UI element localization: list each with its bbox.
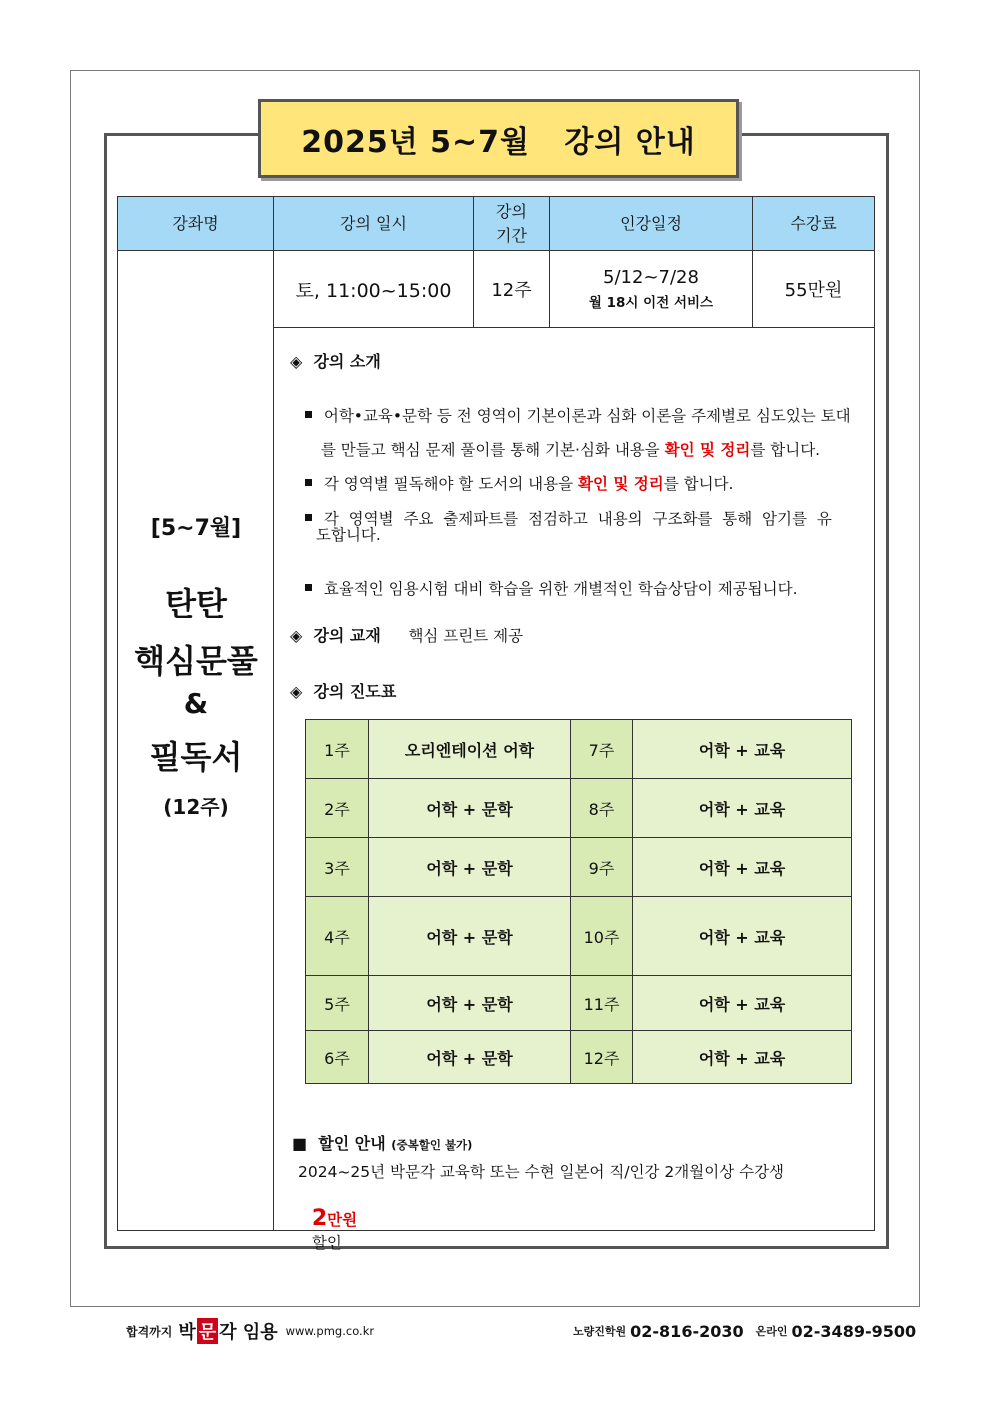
- week-cell: 4주: [306, 897, 369, 976]
- week-cell: 1주: [306, 720, 369, 779]
- intro-heading: [290, 349, 381, 372]
- week-cell: 10주: [571, 897, 633, 976]
- campus-phone: 02-816-2030: [630, 1321, 744, 1341]
- brand-logo: [178, 1318, 277, 1344]
- brand-logo-part-3: 각: [219, 1322, 237, 1343]
- intro-bullet-2-b: 를 합니다.: [663, 475, 734, 493]
- online-note: 월 18시 이전 서비스: [588, 295, 714, 311]
- header-duration: [474, 197, 550, 251]
- discount-amount-num: 2: [311, 1206, 328, 1231]
- intro-bullet-2-a: 각 영역별 필독해야 할 도서의 내용을: [323, 475, 579, 493]
- discount-amount: [302, 1188, 362, 1253]
- topic-cell: 어학 + 문학: [369, 897, 571, 976]
- textbook-heading-text: 강의 교재: [313, 626, 381, 645]
- intro-bullet-2-highlight: 확인 및 정리: [578, 475, 664, 493]
- topic-cell: 오리엔테이션 어학: [369, 720, 571, 779]
- schedule-value: 토, 11:00~15:00: [274, 251, 474, 328]
- footer-brand: [126, 1316, 374, 1346]
- page-title: 2025년 5~7월 강의 안내: [258, 99, 739, 178]
- brand-logo-part-1: 박: [178, 1322, 196, 1343]
- footer-slogan: 합격까지: [126, 1324, 173, 1339]
- square-bullet-icon: [305, 479, 312, 486]
- course-name-line3: &: [183, 687, 209, 720]
- online-label: 온라인: [755, 1325, 788, 1338]
- topic-cell: 어학 + 교육: [633, 897, 851, 976]
- progress-heading-text: 강의 진도표: [313, 682, 397, 701]
- week-cell: 6주: [306, 1031, 369, 1083]
- online-value: [550, 251, 753, 328]
- discount-heading: [292, 1131, 472, 1154]
- week-cell: 3주: [306, 838, 369, 897]
- online-phone: 02-3489-9500: [791, 1321, 917, 1341]
- diamond-icon: ◈: [290, 352, 303, 371]
- header-duration-line1: 강의: [496, 201, 527, 221]
- square-bullet-icon: [305, 514, 312, 521]
- footer-url[interactable]: www.pmg.co.kr: [285, 1324, 375, 1338]
- intro-bullet-4: [295, 559, 798, 599]
- textbook-value: 핵심 프린트 제공: [408, 627, 524, 645]
- intro-bullet-1-line1: 어학•교육•문학 등 전 영역이 기본이론과 심화 이론을 주제별로 심도있는 토대: [323, 407, 851, 425]
- week-cell: 2주: [306, 779, 369, 838]
- header-course: 강좌명: [118, 197, 274, 251]
- duration-value: 12주: [474, 251, 550, 328]
- topic-cell: 어학 + 교육: [633, 720, 851, 779]
- header-schedule: 강의 일시: [274, 197, 474, 251]
- intro-heading-text: 강의 소개: [313, 352, 381, 371]
- discount-suffix: 할인: [311, 1234, 342, 1252]
- week-cell: 8주: [571, 779, 633, 838]
- topic-cell: 어학 + 문학: [369, 838, 571, 897]
- intro-bullet-4-text: 효율적인 임용시험 대비 학습을 위한 개별적인 학습상담이 제공됩니다.: [323, 580, 798, 598]
- header-online: 인강일정: [550, 197, 753, 251]
- course-name-line1: 탄탄: [165, 585, 227, 623]
- topic-cell: 어학 + 문학: [369, 779, 571, 838]
- discount-heading-text: 할인 안내: [318, 1134, 386, 1153]
- week-cell: 9주: [571, 838, 633, 897]
- week-cell: 11주: [571, 976, 633, 1031]
- topic-cell: 어학 + 문학: [369, 976, 571, 1031]
- intro-bullet-1-highlight: 확인 및 정리: [664, 441, 751, 459]
- diamond-icon: ◈: [290, 682, 303, 701]
- brand-logo-part-4: 임용: [242, 1322, 278, 1343]
- header-fee: 수강료: [753, 197, 874, 251]
- intro-bullet-3-cont: 도합니다.: [316, 526, 381, 544]
- square-bullet-icon: [305, 411, 312, 418]
- header-duration-line2: 기간: [496, 225, 527, 245]
- intro-bullet-3-line1: 각 영역별 주요 출제파트를 점검하고 내용의 구조화를 통해 암기를 유: [323, 510, 832, 528]
- campus-label: 노량진학원: [573, 1325, 627, 1338]
- discount-desc: 2024~25년 박문각 교육학 또는 수현 일본어 직/인강 2개월이상 수강생: [298, 1163, 785, 1181]
- course-weeks: (12주): [163, 795, 229, 819]
- discount-amount-unit: 만원: [327, 1211, 358, 1229]
- fee-value: 55만원: [753, 251, 874, 328]
- progress-table: [305, 719, 852, 1084]
- course-name-line2: 핵심문풀: [134, 642, 258, 680]
- course-name-cell: [118, 251, 274, 1230]
- topic-cell: 어학 + 교육: [633, 1031, 851, 1083]
- week-cell: 7주: [571, 720, 633, 779]
- intro-bullet-1-line2b: 를 합니다.: [750, 441, 821, 459]
- footer-contacts: [573, 1316, 916, 1346]
- progress-heading: [290, 679, 396, 702]
- topic-cell: 어학 + 교육: [633, 838, 851, 897]
- discount-note: (중복할인 불가): [391, 1138, 473, 1152]
- square-bullet-icon: [305, 584, 312, 591]
- course-name-line4: 필독서: [149, 738, 243, 776]
- week-cell: 12주: [571, 1031, 633, 1083]
- intro-bullet-1-line2a: 를 만들고 핵심 문제 풀이를 통해 기본·심화 내용을: [320, 441, 665, 459]
- course-period: [5~7월]: [150, 516, 242, 541]
- textbook-heading: [290, 623, 523, 646]
- online-dates: 5/12~7/28: [603, 267, 699, 288]
- topic-cell: 어학 + 교육: [633, 779, 851, 838]
- intro-bullet-2: [295, 454, 733, 494]
- diamond-icon: ◈: [290, 626, 303, 645]
- topic-cell: 어학 + 교육: [633, 976, 851, 1031]
- black-square-icon: ■: [292, 1134, 308, 1153]
- week-cell: 5주: [306, 976, 369, 1031]
- brand-logo-part-2: 문: [197, 1318, 218, 1344]
- topic-cell: 어학 + 문학: [369, 1031, 571, 1083]
